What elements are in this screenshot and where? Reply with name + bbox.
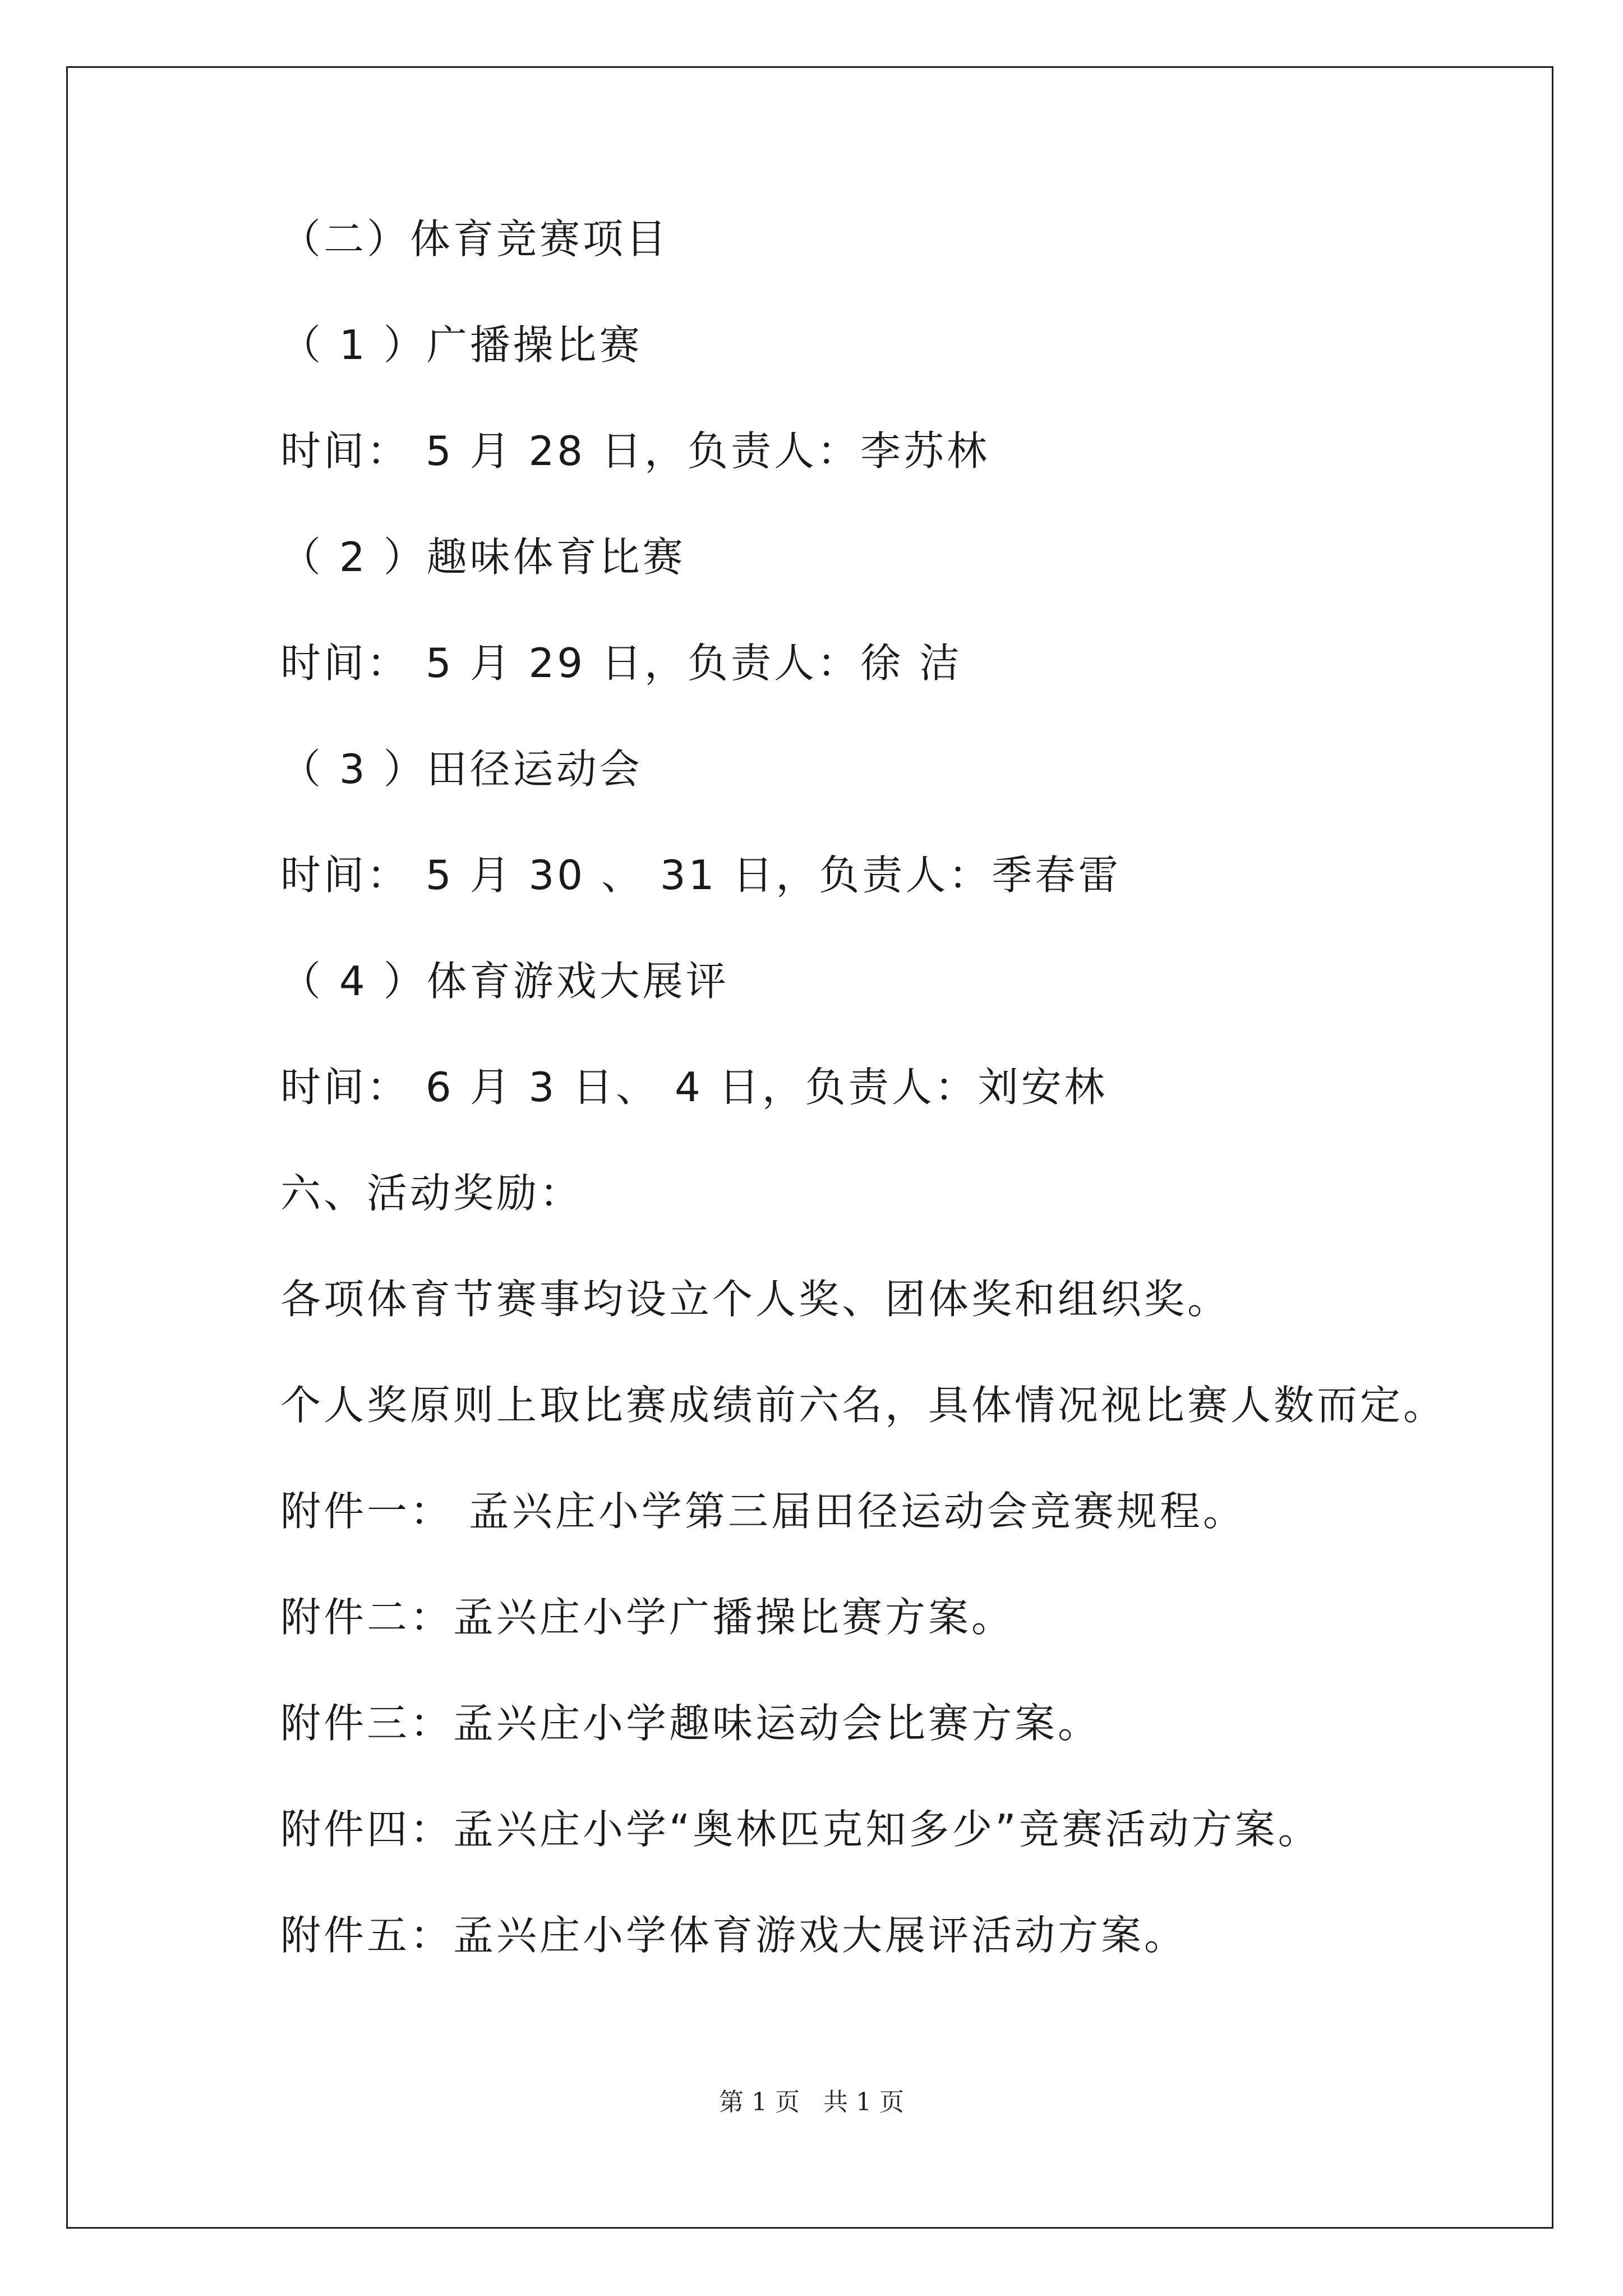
attachment-1: 附件一： 孟兴庄小学第三届田径运动会竞赛规程。: [280, 1488, 1246, 1535]
awards-paragraph-2: 个人奖原则上取比赛成绩前六名，具体情况视比赛人数而定。: [280, 1382, 1447, 1429]
event-2-schedule: 时间： 5 月 29 日，负责人：徐 洁: [280, 639, 962, 687]
section-heading-sports-events: （二）体育竞赛项目: [280, 215, 670, 263]
attachment-3: 附件三：孟兴庄小学趣味运动会比赛方案。: [280, 1700, 1101, 1747]
section-heading-awards: 六、活动奖励：: [280, 1170, 583, 1217]
event-1-title: （ 1 ）广播操比赛: [280, 321, 643, 369]
page-footer: [0, 2090, 1623, 2115]
attachment-5: 附件五：孟兴庄小学体育游戏大展评活动方案。: [280, 1912, 1188, 1959]
document-body: [280, 215, 1486, 2021]
page-number-total: 共 1 页: [823, 2088, 904, 2116]
event-4-schedule: 时间： 6 月 3 日、 4 日，负责人：刘安林: [280, 1064, 1108, 1111]
attachment-2: 附件二：孟兴庄小学广播操比赛方案。: [280, 1594, 1015, 1641]
awards-paragraph-1: 各项体育节赛事均设立个人奖、团体奖和组织奖。: [280, 1276, 1231, 1323]
event-3-title: （ 3 ）田径运动会: [280, 746, 643, 793]
event-3-schedule: 时间： 5 月 30 、 31 日，负责人：季春雷: [280, 852, 1122, 899]
page-number-current: 第 1 页: [719, 2088, 800, 2116]
event-2-title: （ 2 ）趣味体育比赛: [280, 533, 686, 581]
event-4-title: （ 4 ）体育游戏大展评: [280, 958, 729, 1005]
attachment-4: 附件四：孟兴庄小学“奥林匹克知多少”竞赛活动方案。: [280, 1806, 1321, 1853]
event-1-schedule: 时间： 5 月 28 日，负责人：李苏林: [280, 427, 990, 475]
